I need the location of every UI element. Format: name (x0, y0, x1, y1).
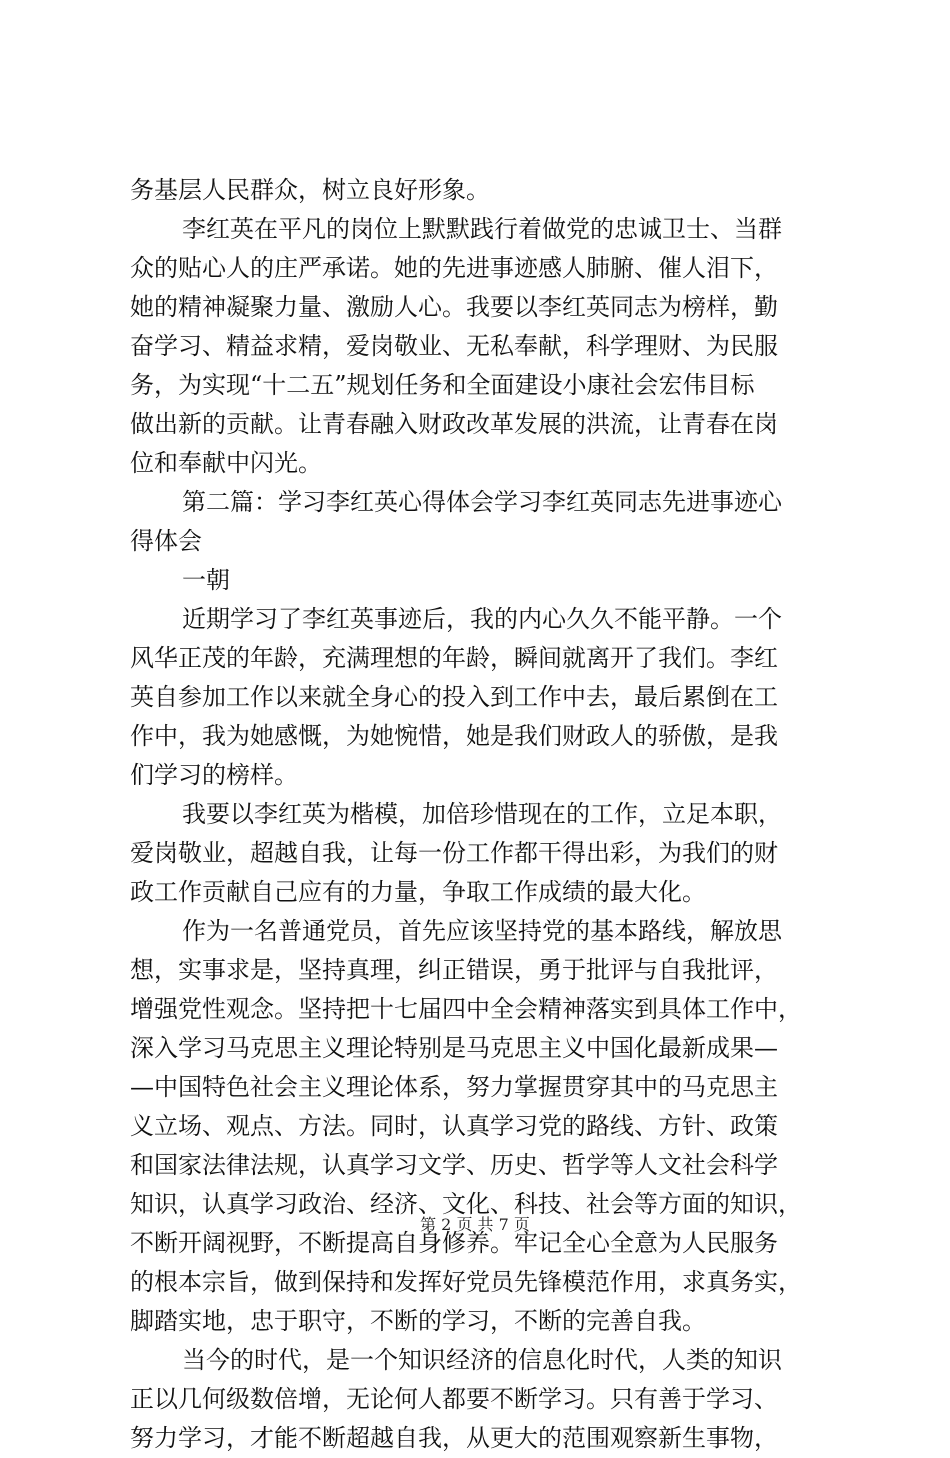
text-line: 的根本宗旨，做到保持和发挥好党员先锋模范作用，求真务实， (130, 1268, 802, 1296)
document-body (130, 171, 830, 1458)
section-heading-line: 得体会 (130, 527, 202, 555)
text-line: —中国特色社会主义理论体系，努力掌握贯穿其中的马克思主 (130, 1073, 778, 1101)
text-line: 务基层人民群众，树立良好形象。 (130, 176, 490, 204)
text-line: 我要以李红英为楷模，加倍珍惜现在的工作，立足本职， (182, 800, 782, 828)
text-line: 想，实事求是，坚持真理，纠正错误，勇于批评与自我批评， (130, 956, 778, 984)
text-line: 们学习的榜样。 (130, 761, 298, 789)
text-line: 努力学习，才能不断超越自我，从更大的范围观察新生事物， (130, 1424, 778, 1452)
text-line: 英自参加工作以来就全身心的投入到工作中去，最后累倒在工 (130, 683, 778, 711)
text-line: 爱岗敬业，超越自我，让每一份工作都干得出彩，为我们的财 (130, 839, 778, 867)
text-line: 深入学习马克思主义理论特别是马克思主义中国化最新成果— (130, 1034, 778, 1062)
text-line: 近期学习了李红英事迹后，我的内心久久不能平静。一个 (182, 605, 782, 633)
text-line: 正以几何级数倍增，无论何人都要不断学习。只有善于学习、 (130, 1385, 778, 1413)
section-heading-line: 第二篇：学习李红英心得体会学习李红英同志先进事迹心 (182, 488, 782, 516)
text-line: 脚踏实地，忠于职守，不断的学习，不断的完善自我。 (130, 1307, 706, 1335)
text-line: 奋学习、精益求精，爱岗敬业、无私奉献，科学理财、为民服 (130, 332, 778, 360)
text-line: 政工作贡献自己应有的力量，争取工作成绩的最大化。 (130, 878, 706, 906)
text-line: 增强党性观念。坚持把十七届四中全会精神落实到具体工作中， (130, 995, 802, 1023)
text-line: 知识，认真学习政治、经济、文化、科技、社会等方面的知识， (130, 1190, 802, 1218)
text-line: 作中，我为她感慨，为她惋惜，她是我们财政人的骄傲，是我 (130, 722, 778, 750)
author-line: 一朝 (182, 566, 230, 594)
text-line: 作为一名普通党员，首先应该坚持党的基本路线，解放思 (182, 917, 782, 945)
text-line: 不断开阔视野，不断提高自身修养。牢记全心全意为人民服务 (130, 1229, 778, 1257)
text-line: 务，为实现“十二五”规划任务和全面建设小康社会宏伟目标 (130, 371, 755, 399)
text-line: 众的贴心人的庄严承诺。她的先进事迹感人肺腑、催人泪下， (130, 254, 778, 282)
text-line: 她的精神凝聚力量、激励人心。我要以李红英同志为榜样，勤 (130, 293, 778, 321)
text-line: 位和奉献中闪光。 (130, 449, 322, 477)
text-line: 李红英在平凡的岗位上默默践行着做党的忠诚卫士、当群 (182, 215, 782, 243)
text-line: 当今的时代，是一个知识经济的信息化时代，人类的知识 (182, 1346, 782, 1374)
text-line: 义立场、观点、方法。同时，认真学习党的路线、方针、政策 (130, 1112, 778, 1140)
text-line: 和国家法律法规，认真学习文学、历史、哲学等人文社会科学 (130, 1151, 778, 1179)
text-line: 做出新的贡献。让青春融入财政改革发展的洪流，让青春在岗 (130, 410, 778, 438)
text-line: 风华正茂的年龄，充满理想的年龄，瞬间就离开了我们。李红 (130, 644, 778, 672)
page-number-footer: 第 2 页 共 7 页 (420, 1215, 530, 1234)
